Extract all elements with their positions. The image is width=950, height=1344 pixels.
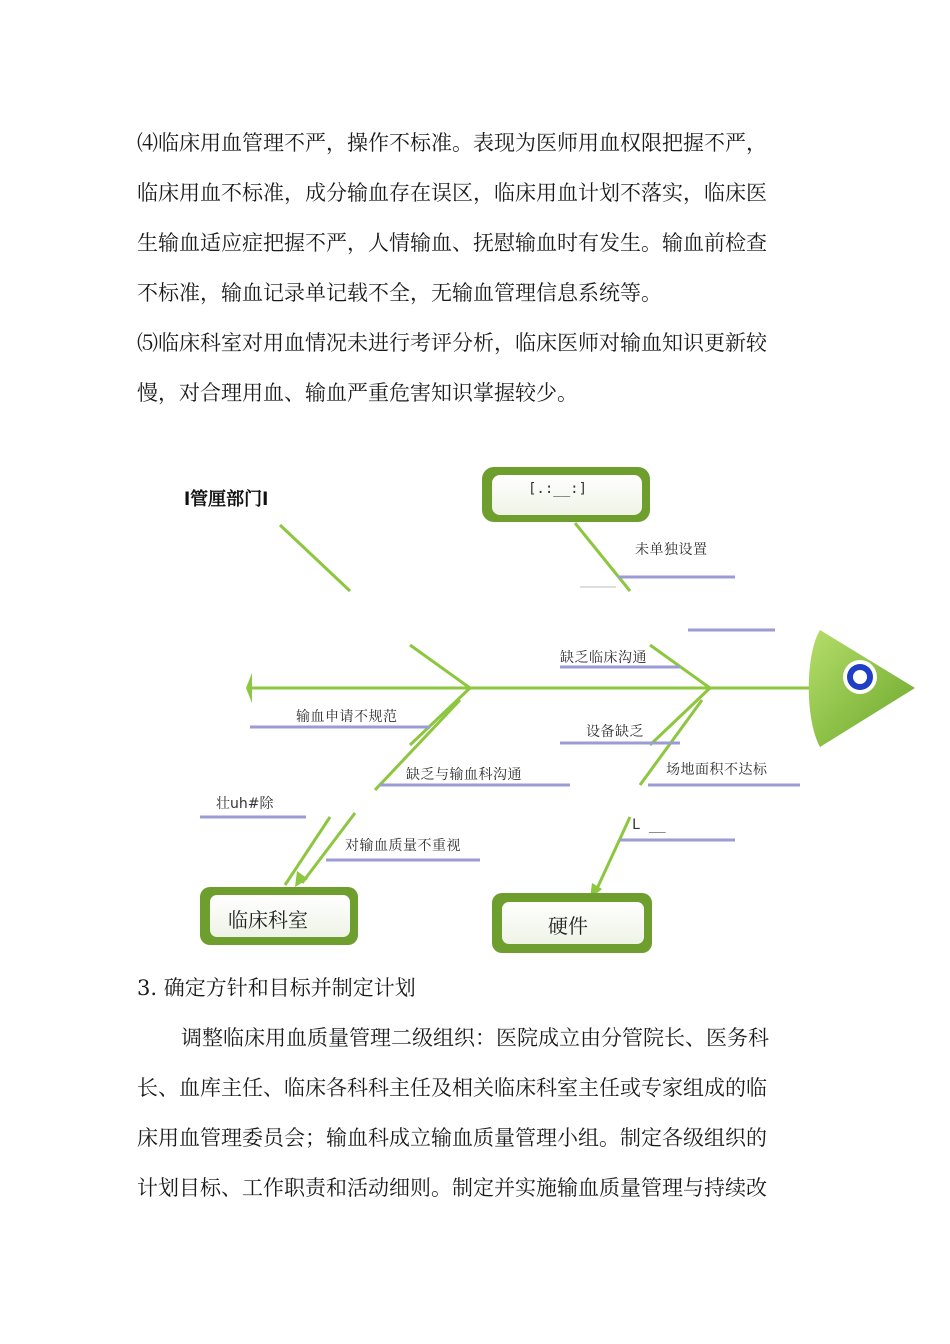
- cause-label: 壮uh#除: [216, 796, 274, 812]
- paragraph-line: 长、血库主任、临床各科科主任及相关临床科室主任或专家组成的临: [137, 1076, 767, 1100]
- bone-upper-right: [575, 523, 630, 591]
- paragraph-line: 临床用血不标准，成分输血存在误区，临床用血计划不落实，临床医: [137, 181, 767, 205]
- section-heading: 3. 确定方针和目标并制定计划: [137, 976, 416, 1000]
- top-box-label: [.:__:]: [528, 481, 588, 497]
- fishbone-diagram: [180, 455, 940, 965]
- paragraph-line: 不标准，输血记录单记载不全，无输血管理信息系统等。: [137, 281, 662, 305]
- fishbone-graphic: [180, 455, 940, 965]
- management-category-label: l管厘部门l: [184, 489, 269, 510]
- cause-label: 场地面积不达标: [666, 762, 768, 778]
- fish-head: [809, 630, 915, 747]
- paragraph-6: [137, 1013, 827, 1213]
- bone-middle-left: [410, 645, 470, 745]
- cause-label: 设备缺乏: [586, 724, 644, 740]
- bone-lower-right: [595, 817, 630, 893]
- cause-label: 缺乏与输血科沟通: [406, 767, 522, 783]
- cause-label: 对输血质量不重视: [345, 838, 461, 854]
- clinical-department-label: 临床科室: [228, 908, 308, 932]
- paragraph-4: [137, 118, 827, 318]
- paragraph-line: 床用血管理委员会；输血科成立输血质量管理小组。制定各级组织的: [137, 1126, 767, 1150]
- paragraph-line: 计划目标、工作职责和活动细则。制定并实施输血质量管理与持续改: [137, 1176, 767, 1200]
- cause-label: L __: [632, 817, 666, 833]
- hardware-label: 硬件: [548, 914, 588, 938]
- paragraph-line: ⑸临床科室对用血情况未进行考评分析，临床医师对输血知识更新较: [137, 331, 767, 355]
- paragraph-line: ⑷临床用血管理不严，操作不标准。表现为医师用血权限把握不严，: [137, 131, 767, 155]
- cause-label: 缺乏临床沟通: [560, 650, 647, 666]
- paragraph-line: 慢，对合理用血、输血严重危害知识掌握较少。: [137, 381, 578, 405]
- cause-label: 输血申请不规范: [296, 709, 398, 725]
- cause-label: 未单独设置: [635, 542, 708, 558]
- paragraph-line: 调整临床用血质量管理二级组织：医院成立由分管院长、医务科: [181, 1026, 769, 1050]
- paragraph-5: [137, 318, 827, 418]
- paragraph-line: 生输血适应症把握不严，人情输血、抚慰输血时有发生。输血前检查: [137, 231, 767, 255]
